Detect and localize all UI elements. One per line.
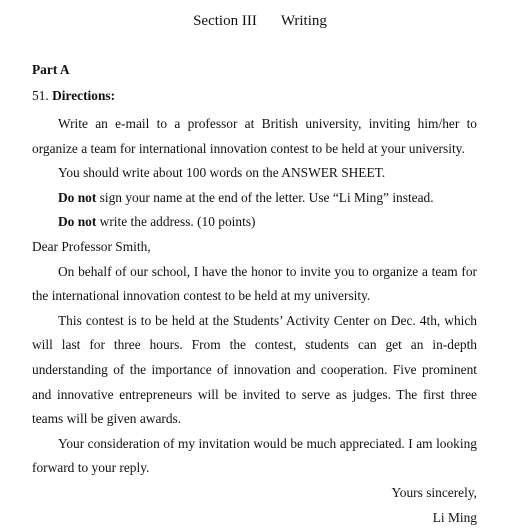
letter-paragraph-1: On behalf of our school, I have the honor to invite you to organize a team for the international innovation contest to be held at my university. [32,260,477,309]
section-number: Section III [193,13,257,29]
document-body [32,112,477,530]
directions-paragraph-4-text: write the address. (10 points) [96,214,255,229]
directions-paragraph-2: You should write about 100 words on the ANSWER SHEET. [32,161,477,186]
letter-signature: Li Ming [32,506,477,530]
do-not-emphasis: Do not [58,190,96,205]
directions-label: Directions: [52,88,115,103]
section-title [0,13,520,30]
question-line [32,88,115,104]
directions-paragraph-3 [32,186,477,211]
directions-paragraph-1: Write an e-mail to a professor at British university, inviting him/her to organize a team for international innovation contest to be held at your university. [32,112,477,161]
section-heading: Writing [281,13,327,29]
question-number: 51. [32,88,49,103]
letter-paragraph-2: This contest is to be held at the Students’ Activity Center on Dec. 4th, which will last for three hours. From the contest, students can get an in-depth understanding of the importance of innovation and cooperation. Five prominent and innovative entrepreneurs will be invited to serve as judges. The first three teams will be given awards. [32,309,477,432]
directions-paragraph-3-text: sign your name at the end of the letter. Use “Li Ming” instead. [96,190,433,205]
do-not-emphasis: Do not [58,214,96,229]
directions-paragraph-4 [32,210,477,235]
letter-salutation: Dear Professor Smith, [32,235,477,260]
part-label: Part A [32,62,70,78]
letter-closing: Yours sincerely, [32,481,477,506]
letter-paragraph-3: Your consideration of my invitation would be much appreciated. I am looking forward to your reply. [32,432,477,481]
